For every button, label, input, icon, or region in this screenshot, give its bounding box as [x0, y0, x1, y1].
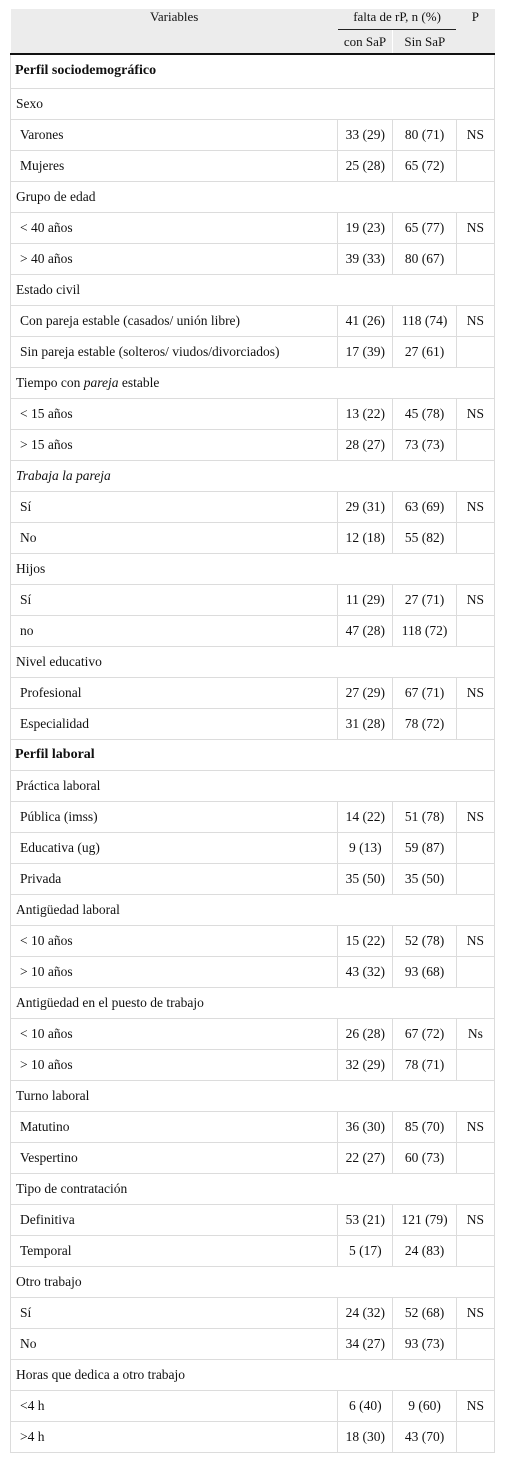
p-value: NS: [456, 119, 494, 150]
row-label: < 10 años: [11, 1018, 338, 1049]
p-value: [456, 708, 494, 739]
table-row: [11, 522, 495, 553]
p-value: [456, 1049, 494, 1080]
sin-sap-value: 35 (50): [393, 863, 457, 894]
section-label: Perfil laboral: [11, 739, 495, 770]
row-label: No: [11, 1328, 338, 1359]
p-value: [456, 832, 494, 863]
p-value: NS: [456, 1111, 494, 1142]
results-table: [10, 9, 495, 1453]
sin-sap-value: 60 (73): [393, 1142, 457, 1173]
header-variables: Variables: [11, 9, 338, 54]
category-label: Grupo de edad: [11, 181, 495, 212]
sin-sap-value: 80 (71): [393, 119, 457, 150]
table-row: [11, 1421, 495, 1452]
row-label: Profesional: [11, 677, 338, 708]
category-label: Estado civil: [11, 274, 495, 305]
con-sap-value: 14 (22): [338, 801, 393, 832]
row-label: Varones: [11, 119, 338, 150]
sin-sap-value: 51 (78): [393, 801, 457, 832]
row-label: >4 h: [11, 1421, 338, 1452]
table-row: [11, 305, 495, 336]
sin-sap-value: 65 (77): [393, 212, 457, 243]
category-label: Sexo: [11, 88, 495, 119]
sin-sap-value: 63 (69): [393, 491, 457, 522]
category-row: [11, 1266, 495, 1297]
sin-sap-value: 78 (71): [393, 1049, 457, 1080]
con-sap-value: 12 (18): [338, 522, 393, 553]
p-value: [456, 243, 494, 274]
con-sap-value: 5 (17): [338, 1235, 393, 1266]
category-row: [11, 274, 495, 305]
category-row: [11, 1173, 495, 1204]
category-label: Antigüedad en el puesto de trabajo: [11, 987, 495, 1018]
con-sap-value: 13 (22): [338, 398, 393, 429]
p-value: [456, 150, 494, 181]
sin-sap-value: 118 (74): [393, 305, 457, 336]
table-row: [11, 1235, 495, 1266]
section-label: Perfil sociodemográfico: [11, 54, 495, 88]
category-label: [11, 460, 495, 491]
category-label: Práctica laboral: [11, 770, 495, 801]
con-sap-value: 39 (33): [338, 243, 393, 274]
sin-sap-value: 24 (83): [393, 1235, 457, 1266]
p-value: [456, 336, 494, 367]
con-sap-value: 43 (32): [338, 956, 393, 987]
category-label: Nivel educativo: [11, 646, 495, 677]
row-label: > 10 años: [11, 1049, 338, 1080]
p-value: [456, 1421, 494, 1452]
p-value: NS: [456, 305, 494, 336]
con-sap-value: 33 (29): [338, 119, 393, 150]
table-row: [11, 398, 495, 429]
p-value: [456, 1142, 494, 1173]
row-label: no: [11, 615, 338, 646]
table-row: [11, 1390, 495, 1421]
table-row: [11, 1328, 495, 1359]
category-label: Hijos: [11, 553, 495, 584]
con-sap-value: 28 (27): [338, 429, 393, 460]
p-value: [456, 429, 494, 460]
sin-sap-value: 80 (67): [393, 243, 457, 274]
con-sap-value: 47 (28): [338, 615, 393, 646]
table-row: [11, 1142, 495, 1173]
sin-sap-value: 43 (70): [393, 1421, 457, 1452]
p-value: NS: [456, 925, 494, 956]
sin-sap-value: 52 (68): [393, 1297, 457, 1328]
p-value: NS: [456, 491, 494, 522]
con-sap-value: 11 (29): [338, 584, 393, 615]
header-con-sap: con SaP: [338, 30, 393, 55]
category-row: [11, 646, 495, 677]
row-label: No: [11, 522, 338, 553]
category-label-after: estable: [121, 374, 160, 390]
category-row: [11, 987, 495, 1018]
category-label: Antigüedad laboral: [11, 894, 495, 925]
con-sap-value: 17 (39): [338, 336, 393, 367]
con-sap-value: 53 (21): [338, 1204, 393, 1235]
table-row: [11, 243, 495, 274]
category-label-italic: pareja: [83, 374, 119, 390]
con-sap-value: 27 (29): [338, 677, 393, 708]
con-sap-value: 29 (31): [338, 491, 393, 522]
section-row: [11, 54, 495, 88]
category-row: [11, 894, 495, 925]
table-body: [11, 54, 495, 1452]
con-sap-value: 26 (28): [338, 1018, 393, 1049]
row-label: Educativa (ug): [11, 832, 338, 863]
row-label: Matutino: [11, 1111, 338, 1142]
table-row: [11, 150, 495, 181]
table-row: [11, 677, 495, 708]
sin-sap-value: 67 (72): [393, 1018, 457, 1049]
con-sap-value: 41 (26): [338, 305, 393, 336]
row-label: > 10 años: [11, 956, 338, 987]
sin-sap-value: 52 (78): [393, 925, 457, 956]
row-label: Privada: [11, 863, 338, 894]
con-sap-value: 18 (30): [338, 1421, 393, 1452]
p-value: NS: [456, 1390, 494, 1421]
category-label: Otro trabajo: [11, 1266, 495, 1297]
row-label: > 15 años: [11, 429, 338, 460]
table-row: [11, 1018, 495, 1049]
sin-sap-value: 27 (71): [393, 584, 457, 615]
row-label: Temporal: [11, 1235, 338, 1266]
con-sap-value: 9 (13): [338, 832, 393, 863]
category-row: [11, 770, 495, 801]
table-row: [11, 336, 495, 367]
table-row: [11, 1204, 495, 1235]
row-label: Pública (imss): [11, 801, 338, 832]
category-row: [11, 367, 495, 398]
con-sap-value: 31 (28): [338, 708, 393, 739]
category-row: [11, 460, 495, 491]
row-label: Vespertino: [11, 1142, 338, 1173]
row-label: < 40 años: [11, 212, 338, 243]
sin-sap-value: 59 (87): [393, 832, 457, 863]
table-row: [11, 708, 495, 739]
p-value: NS: [456, 677, 494, 708]
con-sap-value: 34 (27): [338, 1328, 393, 1359]
sin-sap-value: 67 (71): [393, 677, 457, 708]
table-row: [11, 925, 495, 956]
category-label: [11, 367, 495, 398]
con-sap-value: 24 (32): [338, 1297, 393, 1328]
row-label: Especialidad: [11, 708, 338, 739]
category-label-italic: Trabaja la pareja: [16, 467, 111, 483]
con-sap-value: 25 (28): [338, 150, 393, 181]
row-label: Definitiva: [11, 1204, 338, 1235]
con-sap-value: 15 (22): [338, 925, 393, 956]
p-value: NS: [456, 584, 494, 615]
table-row: [11, 584, 495, 615]
sin-sap-value: 93 (68): [393, 956, 457, 987]
row-label: <4 h: [11, 1390, 338, 1421]
header-group: falta de rP, n (%): [338, 9, 457, 30]
sin-sap-value: 78 (72): [393, 708, 457, 739]
category-label: Horas que dedica a otro trabajo: [11, 1359, 495, 1390]
sin-sap-value: 73 (73): [393, 429, 457, 460]
sin-sap-value: 93 (73): [393, 1328, 457, 1359]
category-row: [11, 88, 495, 119]
sin-sap-value: 27 (61): [393, 336, 457, 367]
table-row: [11, 615, 495, 646]
row-label: Sí: [11, 491, 338, 522]
row-label: Mujeres: [11, 150, 338, 181]
header-p: P: [456, 9, 494, 54]
table-row: [11, 956, 495, 987]
p-value: NS: [456, 212, 494, 243]
row-label: Sin pareja estable (solteros/ viudos/divorciados): [11, 336, 338, 367]
sin-sap-value: 85 (70): [393, 1111, 457, 1142]
table-row: [11, 1297, 495, 1328]
p-value: NS: [456, 398, 494, 429]
row-label: < 10 años: [11, 925, 338, 956]
row-label: < 15 años: [11, 398, 338, 429]
category-label: Turno laboral: [11, 1080, 495, 1111]
table-row: [11, 119, 495, 150]
row-label: Sí: [11, 584, 338, 615]
p-value: NS: [456, 801, 494, 832]
section-row: [11, 739, 495, 770]
con-sap-value: 36 (30): [338, 1111, 393, 1142]
p-value: Ns: [456, 1018, 494, 1049]
con-sap-value: 6 (40): [338, 1390, 393, 1421]
p-value: [456, 615, 494, 646]
con-sap-value: 35 (50): [338, 863, 393, 894]
row-label: Con pareja estable (casados/ unión libre): [11, 305, 338, 336]
category-row: [11, 181, 495, 212]
table-header: [11, 9, 495, 54]
table-row: [11, 863, 495, 894]
con-sap-value: 32 (29): [338, 1049, 393, 1080]
table-row: [11, 1111, 495, 1142]
sin-sap-value: 45 (78): [393, 398, 457, 429]
category-label-text: Tiempo con: [16, 374, 81, 390]
p-value: [456, 1328, 494, 1359]
row-label: Sí: [11, 1297, 338, 1328]
table-row: [11, 1049, 495, 1080]
p-value: [456, 1235, 494, 1266]
p-value: [456, 522, 494, 553]
sin-sap-value: 9 (60): [393, 1390, 457, 1421]
sin-sap-value: 121 (79): [393, 1204, 457, 1235]
sin-sap-value: 65 (72): [393, 150, 457, 181]
table-row: [11, 832, 495, 863]
con-sap-value: 19 (23): [338, 212, 393, 243]
con-sap-value: 22 (27): [338, 1142, 393, 1173]
category-row: [11, 1359, 495, 1390]
category-row: [11, 553, 495, 584]
table-row: [11, 429, 495, 460]
category-row: [11, 1080, 495, 1111]
header-sin-sap: Sin SaP: [393, 30, 457, 55]
sin-sap-value: 55 (82): [393, 522, 457, 553]
table-row: [11, 212, 495, 243]
category-label: Tipo de contratación: [11, 1173, 495, 1204]
p-value: [456, 956, 494, 987]
p-value: [456, 863, 494, 894]
sin-sap-value: 118 (72): [393, 615, 457, 646]
row-label: > 40 años: [11, 243, 338, 274]
p-value: NS: [456, 1297, 494, 1328]
table-row: [11, 491, 495, 522]
p-value: NS: [456, 1204, 494, 1235]
table-row: [11, 801, 495, 832]
